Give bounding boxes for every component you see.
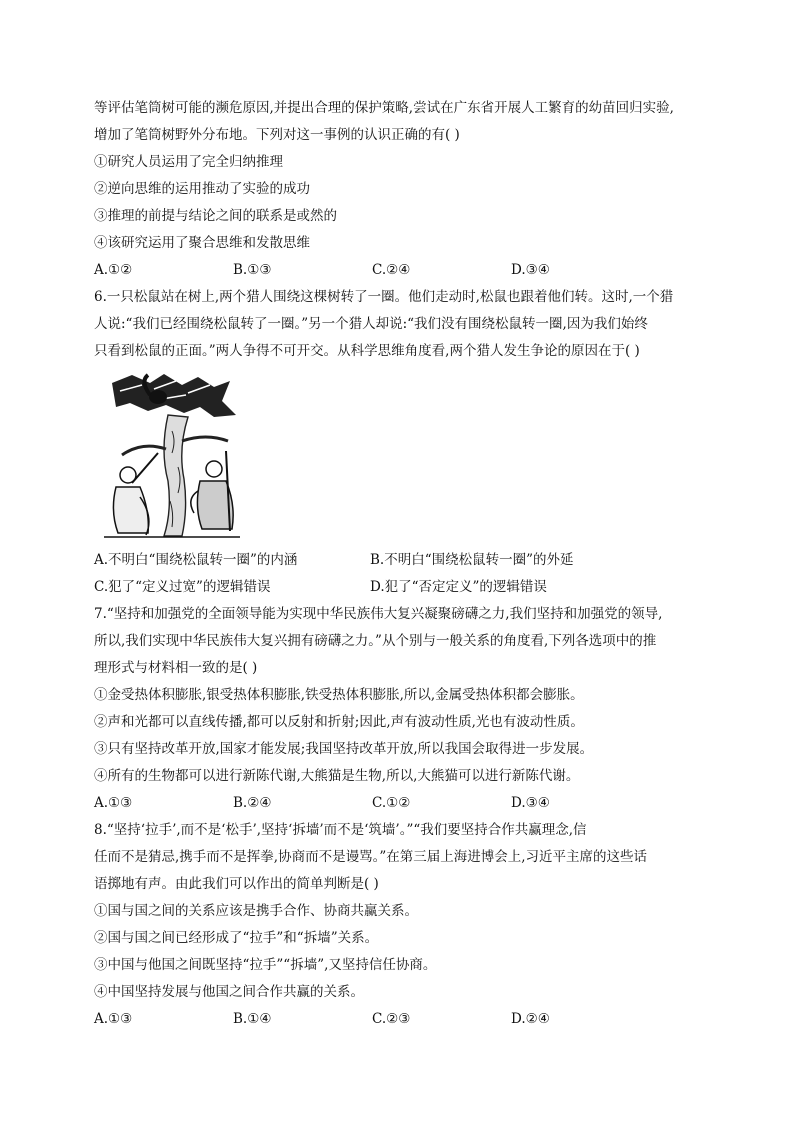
statement-item: ②逆向思维的运用推动了实验的成功 — [94, 181, 310, 197]
option-c[interactable]: C.①② — [372, 795, 411, 811]
hunters-squirrel-illustration — [102, 371, 242, 541]
question-5-stem — [94, 95, 700, 149]
statement-item: ①国与国之间的关系应该是携手合作、协商共赢关系。 — [94, 903, 418, 919]
stem-line: 增加了笔筒树野外分布地。下列对这一事例的认识正确的有( ) — [94, 127, 460, 143]
statement-item: ①研究人员运用了完全归纳推理 — [94, 154, 283, 170]
option-c[interactable]: C.②④ — [372, 262, 411, 278]
statement-item: ③推理的前提与结论之间的联系是或然的 — [94, 208, 337, 224]
stem-line: 任而不是猜忌,携手而不是挥拳,协商而不是谩骂。”在第三届上海进博会上,习近平主席的这些话 — [94, 849, 648, 865]
option-a[interactable]: A.①② — [94, 262, 133, 278]
question-5-options — [94, 257, 700, 284]
option-a[interactable]: A.①③ — [94, 1011, 133, 1027]
hunters-squirrel-icon — [102, 371, 242, 541]
option-a[interactable]: A.不明白“围绕松鼠转一圈”的内涵 — [94, 552, 298, 568]
statement-item: ④中国坚持发展与他国之间合作共赢的关系。 — [94, 984, 364, 1000]
option-b[interactable]: B.①④ — [233, 1011, 272, 1027]
option-b[interactable]: B.①③ — [233, 262, 272, 278]
stem-line: 8.“坚持‘拉手’,而不是‘松手’,坚持‘拆墙’而不是‘筑墙’。”“我们要坚持合作共赢理念,信 — [94, 822, 587, 838]
option-d[interactable]: D.犯了“否定定义”的逻辑错误 — [370, 579, 547, 595]
question-5 — [94, 95, 700, 284]
question-6-options-row-2 — [94, 574, 700, 601]
stem-line: 等评估笔筒树可能的濒危原因,并提出合理的保护策略,尝试在广东省开展人工繁育的幼苗回归实验, — [94, 100, 674, 116]
question-8-options — [94, 1006, 700, 1033]
question-6 — [94, 284, 700, 601]
stem-line: 人说:“我们已经围绕松鼠转了一圈。”另一个猎人却说:“我们没有围绕松鼠转一圈,因为我们始终 — [94, 316, 648, 332]
statement-item: ④该研究运用了聚合思维和发散思维 — [94, 235, 310, 251]
statement-item: ①金受热体积膨胀,银受热体积膨胀,铁受热体积膨胀,所以,金属受热体积都会膨胀。 — [94, 687, 584, 703]
question-6-stem — [94, 284, 700, 365]
option-d[interactable]: D.③④ — [511, 795, 550, 811]
option-d[interactable]: D.③④ — [511, 262, 550, 278]
question-7-options — [94, 790, 700, 817]
question-7 — [94, 601, 700, 817]
stem-line: 7.“坚持和加强党的全面领导能为实现中华民族伟大复兴凝聚磅礴之力,我们坚持和加强党的领导, — [94, 606, 663, 622]
stem-line: 6.一只松鼠站在树上,两个猎人围绕这棵树转了一圈。他们走动时,松鼠也跟着他们转。这时,一个猎 — [94, 289, 674, 305]
option-b[interactable]: B.②④ — [233, 795, 272, 811]
option-c[interactable]: C.犯了“定义过宽”的逻辑错误 — [94, 579, 271, 595]
stem-line: 所以,我们实现中华民族伟大复兴拥有磅礴之力。”从个别与一般关系的角度看,下列各选项中的推 — [94, 633, 657, 649]
page-content — [94, 95, 700, 1033]
question-7-stem — [94, 601, 700, 682]
stem-line: 只看到松鼠的正面。”两人争得不可开交。从科学思维角度看,两个猎人发生争论的原因在于( ) — [94, 343, 640, 359]
statement-item: ②国与国之间已经形成了“拉手”和“拆墙”关系。 — [94, 930, 379, 946]
statement-item: ③中国与他国之间既坚持“拉手”“拆墙”,又坚持信任协商。 — [94, 957, 437, 973]
statement-item: ③只有坚持改革开放,国家才能发展;我国坚持改革开放,所以我国会取得进一步发展。 — [94, 741, 594, 757]
option-a[interactable]: A.①③ — [94, 795, 133, 811]
option-b[interactable]: B.不明白“围绕松鼠转一圈”的外延 — [370, 552, 574, 568]
question-6-options-row-1 — [94, 547, 700, 574]
question-8-stem — [94, 817, 700, 898]
option-c[interactable]: C.②③ — [372, 1011, 411, 1027]
option-d[interactable]: D.②④ — [511, 1011, 550, 1027]
statement-item: ②声和光都可以直线传播,都可以反射和折射;因此,声有波动性质,光也有波动性质。 — [94, 714, 584, 730]
stem-line: 理形式与材料相一致的是( ) — [94, 660, 258, 676]
question-8 — [94, 817, 700, 1033]
statement-item: ④所有的生物都可以进行新陈代谢,大熊猫是生物,所以,大熊猫可以进行新陈代谢。 — [94, 768, 580, 784]
stem-line: 语掷地有声。由此我们可以作出的简单判断是( ) — [94, 876, 379, 892]
